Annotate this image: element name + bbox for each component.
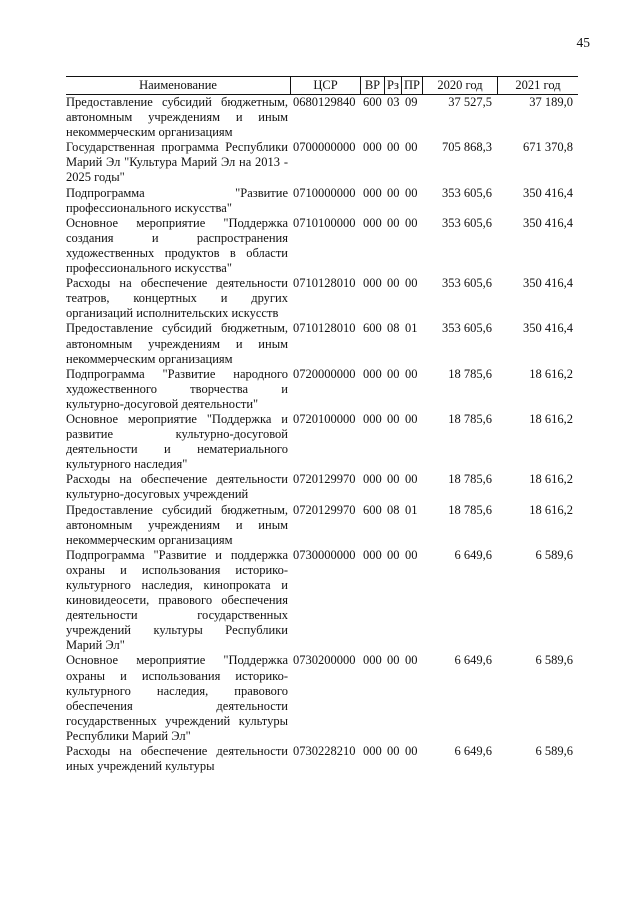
- table-row: [66, 744, 578, 774]
- row-name: Предоставление субсидий бюджетным, автономным учреждениям и иным некоммерческим организациям: [66, 502, 288, 547]
- row-rz: 03: [387, 95, 400, 109]
- row-csr: 0710128010: [293, 276, 356, 291]
- table-row: [66, 412, 578, 472]
- row-pr: 00: [405, 366, 418, 381]
- row-vr: 000: [363, 140, 382, 155]
- row-2020-value: 353 605,6: [442, 321, 492, 336]
- row-2021-value: 6 589,6: [535, 547, 573, 562]
- row-pr: 00: [405, 653, 418, 668]
- row-2021-value: 18 616,2: [529, 472, 573, 487]
- row-pr: 00: [405, 140, 418, 155]
- row-name: Расходы на обеспечение деятельности театров, концертных и других организаций исполнительских искусств: [66, 276, 288, 321]
- row-rz: 08: [387, 321, 400, 336]
- header-2021: 2021 год: [497, 77, 578, 94]
- row-rz: 00: [387, 411, 400, 426]
- table-row: [66, 216, 578, 276]
- table-row: [66, 653, 578, 744]
- row-vr: 000: [363, 472, 382, 487]
- row-vr: 600: [363, 95, 382, 109]
- row-pr: 01: [405, 502, 418, 517]
- table-row: [66, 186, 578, 216]
- header-pr: ПР: [401, 77, 422, 94]
- row-csr: 0720000000: [293, 366, 356, 381]
- table-row: [66, 367, 578, 412]
- row-csr: 0720129970: [293, 472, 356, 487]
- row-vr: 600: [363, 502, 382, 517]
- row-csr: 0680129840: [293, 95, 356, 109]
- budget-table: [66, 76, 578, 774]
- row-rz: 00: [387, 653, 400, 668]
- row-2020-value: 353 605,6: [442, 215, 492, 230]
- table-row: [66, 95, 578, 140]
- row-2020-value: 18 785,6: [448, 411, 492, 426]
- row-csr: 0710000000: [293, 185, 356, 200]
- header-rz: Рз: [384, 77, 401, 94]
- row-vr: 000: [363, 547, 382, 562]
- row-pr: 00: [405, 185, 418, 200]
- row-2020-value: 18 785,6: [448, 472, 492, 487]
- row-pr: 01: [405, 321, 418, 336]
- row-name: Основное мероприятие "Поддержка и развитие культурно-досуговой деятельности и нематериального культурного наследия": [66, 411, 288, 472]
- row-csr: 0730000000: [293, 547, 356, 562]
- row-rz: 00: [387, 215, 400, 230]
- row-vr: 000: [363, 366, 382, 381]
- row-2021-value: 350 416,4: [523, 321, 573, 336]
- row-2021-value: 6 589,6: [535, 744, 573, 759]
- row-name: Государственная программа Республики Марий Эл "Культура Марий Эл на 2013 - 2025 годы": [66, 140, 288, 185]
- row-2020-value: 353 605,6: [442, 185, 492, 200]
- row-pr: 00: [405, 547, 418, 562]
- row-vr: 000: [363, 744, 382, 759]
- row-name: Предоставление субсидий бюджетным, автономным учреждениям и иным некоммерческим организациям: [66, 321, 288, 366]
- row-2020-value: 18 785,6: [448, 366, 492, 381]
- row-pr: 00: [405, 276, 418, 291]
- row-csr: 0710128010: [293, 321, 356, 336]
- row-2020-value: 353 605,6: [442, 276, 492, 291]
- header-csr: ЦСР: [290, 77, 360, 94]
- row-2021-value: 671 370,8: [523, 140, 573, 155]
- row-name: Основное мероприятие "Поддержка создания и распространения художественных продуктов в области профессионального искусства": [66, 215, 288, 276]
- row-2020-value: 18 785,6: [448, 502, 492, 517]
- row-name: Расходы на обеспечение деятельности иных учреждений культуры: [66, 744, 288, 774]
- row-2020-value: 37 527,5: [448, 95, 492, 109]
- row-2021-value: 18 616,2: [529, 502, 573, 517]
- row-name: Подпрограмма "Развитие профессионального искусства": [66, 185, 288, 215]
- row-csr: 0730200000: [293, 653, 356, 668]
- row-pr: 00: [405, 472, 418, 487]
- row-rz: 00: [387, 366, 400, 381]
- header-name: Наименование: [139, 78, 217, 92]
- row-rz: 00: [387, 276, 400, 291]
- row-vr: 000: [363, 276, 382, 291]
- row-2020-value: 6 649,6: [454, 744, 492, 759]
- table-header: [66, 76, 578, 95]
- row-pr: 00: [405, 411, 418, 426]
- row-2021-value: 350 416,4: [523, 185, 573, 200]
- row-csr: 0700000000: [293, 140, 356, 155]
- row-pr: 00: [405, 215, 418, 230]
- row-vr: 000: [363, 185, 382, 200]
- row-csr: 0730228210: [293, 744, 356, 759]
- row-csr: 0720100000: [293, 411, 356, 426]
- row-2020-value: 6 649,6: [454, 653, 492, 668]
- header-vr: ВР: [360, 77, 384, 94]
- row-2020-value: 6 649,6: [454, 547, 492, 562]
- table-row: [66, 548, 578, 654]
- row-rz: 00: [387, 472, 400, 487]
- row-pr: 09: [405, 95, 418, 109]
- row-rz: 00: [387, 140, 400, 155]
- row-vr: 000: [363, 215, 382, 230]
- row-name: Подпрограмма "Развитие и поддержка охраны и использования историко-культурного наследия, кинопроката и киновидеосети, правового обеспечения деятельности государственных учреждений культуры Республики Марий Эл": [66, 547, 288, 653]
- row-2020-value: 705 868,3: [442, 140, 492, 155]
- row-rz: 00: [387, 744, 400, 759]
- row-vr: 000: [363, 411, 382, 426]
- row-2021-value: 18 616,2: [529, 411, 573, 426]
- row-name: Расходы на обеспечение деятельности культурно-досуговых учреждений: [66, 472, 288, 502]
- row-2021-value: 37 189,0: [529, 95, 573, 109]
- row-csr: 0710100000: [293, 215, 356, 230]
- table-row: [66, 140, 578, 185]
- row-2021-value: 18 616,2: [529, 366, 573, 381]
- row-csr: 0720129970: [293, 502, 356, 517]
- row-vr: 600: [363, 321, 382, 336]
- row-vr: 000: [363, 653, 382, 668]
- row-rz: 08: [387, 502, 400, 517]
- page-number: 45: [576, 35, 590, 50]
- row-2021-value: 6 589,6: [535, 653, 573, 668]
- table-row: [66, 276, 578, 321]
- header-2020: 2020 год: [422, 77, 497, 94]
- row-name: Предоставление субсидий бюджетным, автономным учреждениям и иным некоммерческим организациям: [66, 95, 288, 140]
- table-row: [66, 503, 578, 548]
- row-name: Основное мероприятие "Поддержка охраны и использования историко-культурного наследия, правового обеспечения деятельности государственных учреждений культуры Республики Марий Эл": [66, 653, 288, 743]
- row-2021-value: 350 416,4: [523, 276, 573, 291]
- row-rz: 00: [387, 185, 400, 200]
- row-name: Подпрограмма "Развитие народного художественного творчества и культурно-досуговой деятельности": [66, 366, 288, 411]
- table-row: [66, 321, 578, 366]
- table-body: [66, 95, 578, 774]
- table-row: [66, 472, 578, 502]
- row-2021-value: 350 416,4: [523, 215, 573, 230]
- row-rz: 00: [387, 547, 400, 562]
- row-pr: 00: [405, 744, 418, 759]
